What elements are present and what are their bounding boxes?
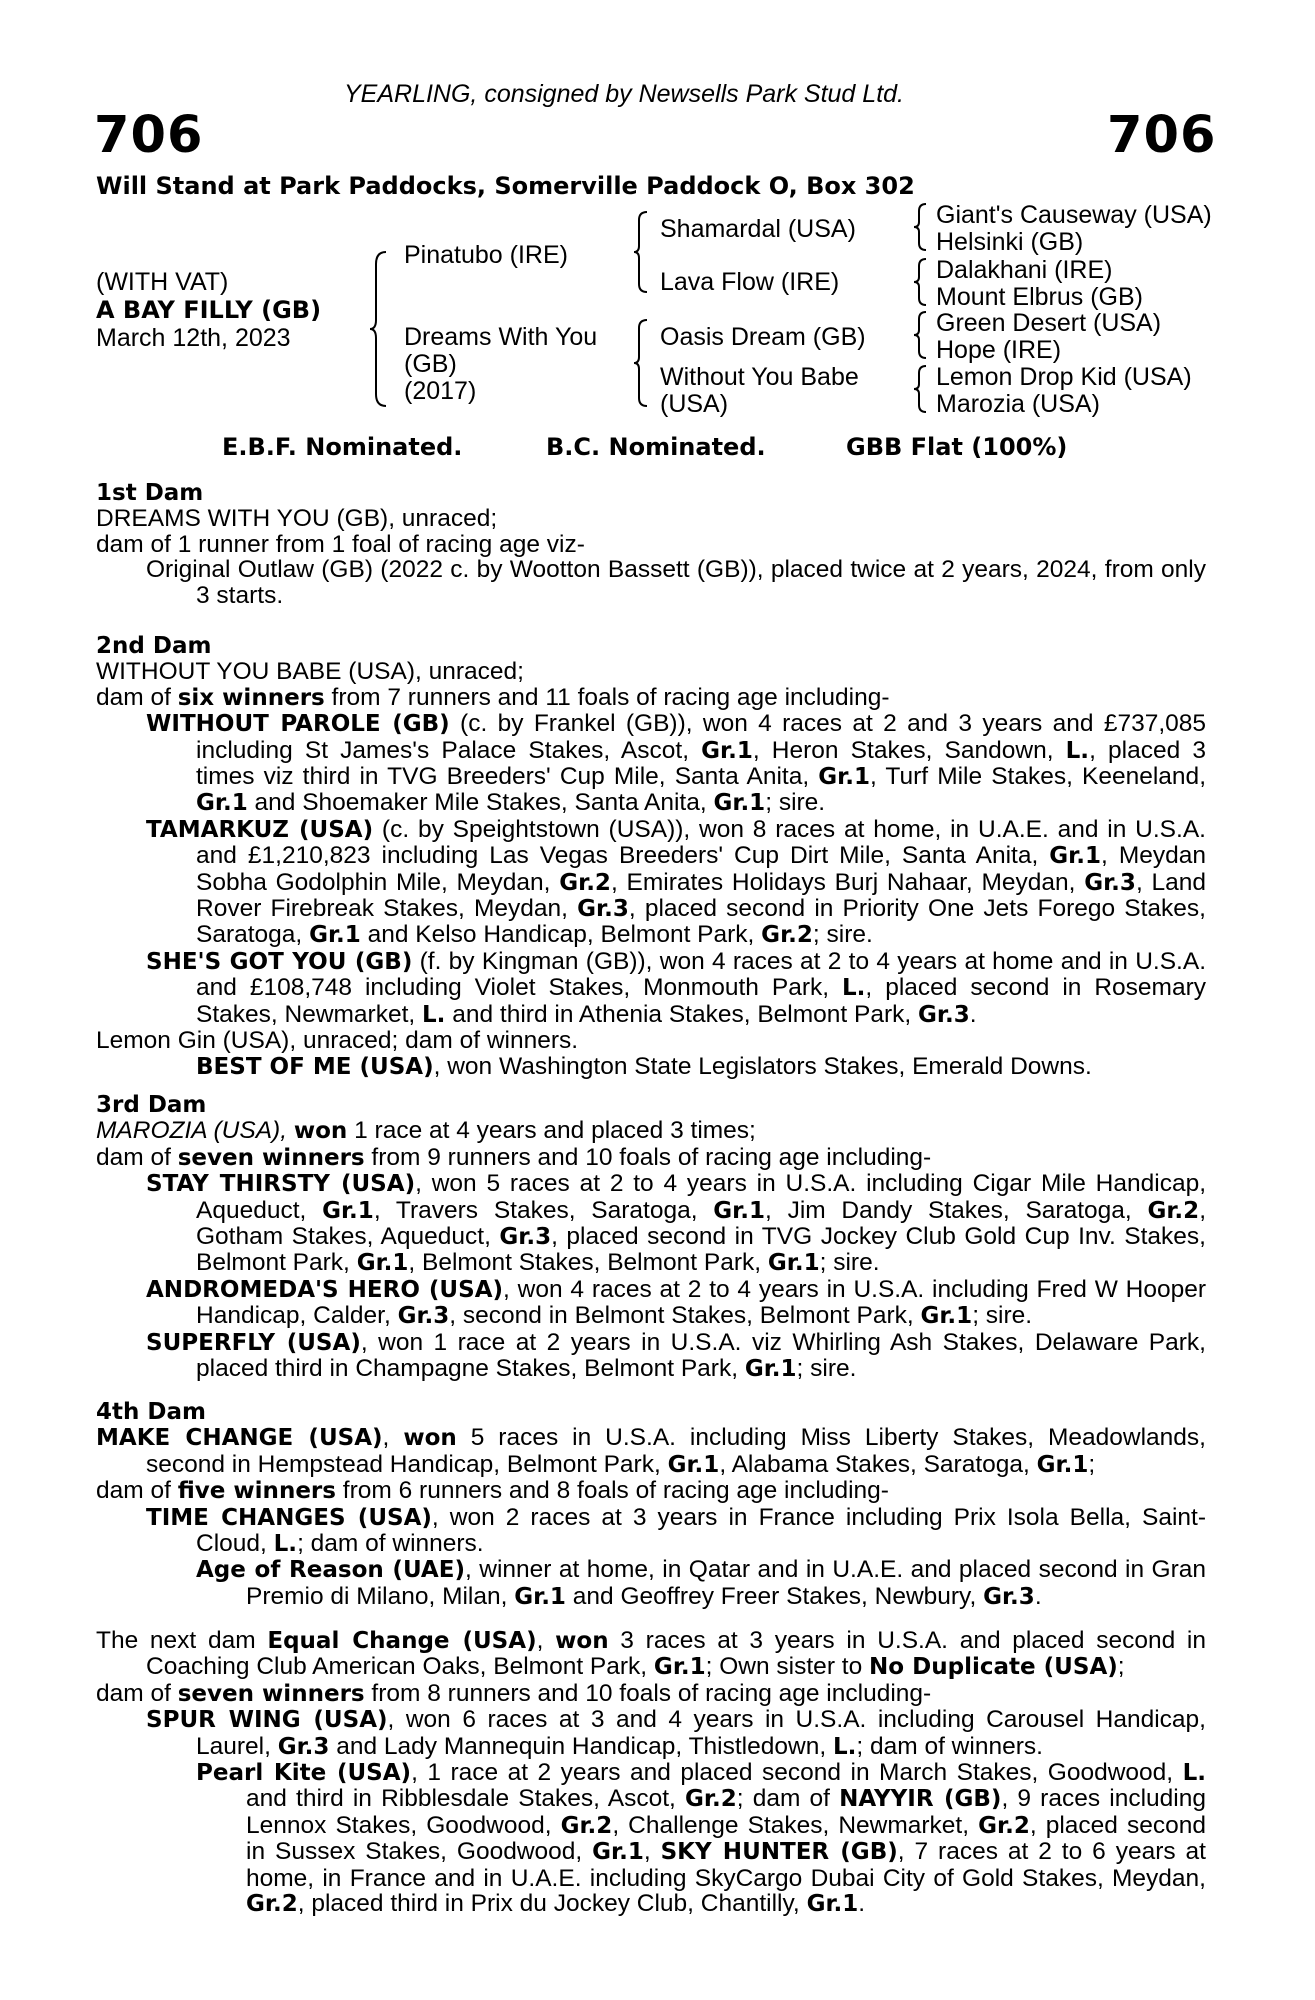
ggdam-1: Helsinki (GB) <box>936 228 1084 256</box>
produce-entry: WITHOUT PAROLE (GB) (c. by Frankel (GB)), won 4 races at 2 and 3 years and £737,085 including St James's Palace Stakes, Ascot, Gr.1, Heron Stakes, Sandown, L., placed 3 times viz third in TVG Breeders' Cup Mile, Santa Anita, Gr.1, Turf Mile Stakes, Keeneland, Gr.1 and Shoemaker Mile Stakes, Santa Anita, Gr.1; sire. <box>146 710 1207 817</box>
produce-entry: Age of Reason (UAE), winner at home, in Qatar and in U.A.E. and placed second in Gran Premio di Milano, Milan, Gr.1 and Geoffrey Freer Stakes, Newbury, Gr.3. <box>196 1556 1206 1610</box>
produce-entry: ANDROMEDA'S HERO (USA), won 4 races at 2 to 4 years in U.S.A. including Fred W Hooper Handicap, Calder, Gr.3, second in Belmont Stakes, Belmont Park, Gr.1; sire. <box>146 1275 1207 1330</box>
dam-line: DREAMS WITH YOU (GB), unraced; <box>96 505 498 533</box>
ggdam-2: Mount Elbrus (GB) <box>936 283 1144 311</box>
produce-entry: SPUR WING (USA), won 6 races at 3 and 4 years in U.S.A. including Carousel Handicap, Laurel, Gr.3 and Lady Mannequin Handicap, Thistledown, L.; dam of winners. <box>146 1706 1206 1760</box>
pedigree-brace-gg1 <box>912 202 928 252</box>
horse-name: A BAY FILLY (GB) <box>96 296 322 324</box>
ggdam-3: Hope (IRE) <box>936 336 1062 364</box>
vat-label: (WITH VAT) <box>96 268 229 296</box>
produce-entry: SHE'S GOT YOU (GB) (f. by Kingman (GB)), won 4 races at 2 to 4 years at home and in U.S.A. and £108,748 including Violet Stakes, Monmouth Park, L., placed second in Rosemary Stakes, Newmarket, L. and third in Athenia Stakes, Belmont Park, Gr.3. <box>146 947 1206 1028</box>
pedigree-brace-main <box>368 250 390 408</box>
ggdam-4: Marozia (USA) <box>936 390 1100 418</box>
second-dam-section <box>96 634 1206 1080</box>
produce-entry: STAY THIRSTY (USA), won 5 races at 2 to 4 years in U.S.A. including Cigar Mile Handicap, Aqueduct, Gr.1, Travers Stakes, Saratoga, Gr.1, Jim Dandy Stakes, Saratoga, Gr.2, Gotham Stakes, Aqueduct, Gr.3, placed second in TVG Jockey Club Gold Cup Inv. Stakes, Belmont Park, Gr.1, Belmont Stakes, Belmont Park, Gr.1; sire. <box>146 1170 1206 1277</box>
ggsire-1: Giant's Causeway (USA) <box>936 201 1212 229</box>
section-title: 2nd Dam <box>96 633 212 659</box>
pedigree-brace-gg2 <box>912 257 928 307</box>
produce-entry: Pearl Kite (USA), 1 race at 2 years and placed second in March Stakes, Goodwood, L. and third in Ribblesdale Stakes, Ascot, Gr.2; dam of NAYYIR (GB), 9 races including Lennox Stakes, Goodwood, Gr.2, Challenge Stakes, Newmarket, Gr.2, placed second in Sussex Stakes, Goodwood, Gr.1, SKY HUNTER (GB), 7 races at 2 to 6 years at home, in France and in U.A.E. including SkyCargo Dubai City of Gold Stakes, Meydan, Gr.2, placed third in Prix du Jockey Club, Chantilly, Gr.1. <box>196 1759 1206 1918</box>
lot-number-left: 706 <box>94 106 204 165</box>
first-dam-section <box>96 481 1206 608</box>
dam-line: MAROZIA (USA), won 1 race at 4 years and placed 3 times; <box>96 1117 756 1145</box>
dam-dam-line2: (USA) <box>660 390 729 418</box>
ggsire-2: Dalakhani (IRE) <box>936 256 1113 284</box>
section-title: 1st Dam <box>96 480 204 506</box>
sire-sire: Shamardal (USA) <box>660 215 856 243</box>
pedigree-brace-gg4 <box>912 364 928 414</box>
produce-summary: dam of seven winners from 9 runners and 10 foals of racing age including- <box>96 1143 932 1171</box>
next-dam-section <box>96 1628 1206 1917</box>
pedigree-brace-gg3 <box>912 310 928 360</box>
produce-summary: dam of 1 runner from 1 foal of racing age viz- <box>96 530 585 558</box>
dam-line: The next dam Equal Change (USA), won 3 races at 3 years in U.S.A. and placed second in Coaching Club American Oaks, Belmont Park, Gr.1; Own sister to No Duplicate (USA); <box>96 1627 1207 1681</box>
produce-entry: SUPERFLY (USA), won 1 race at 2 years in U.S.A. viz Whirling Ash Stakes, Delaware Park, placed third in Champagne Stakes, Belmont Park, Gr.1; sire. <box>146 1328 1206 1383</box>
ebf-nomination: E.B.F. Nominated. <box>222 433 463 461</box>
produce-entry: Original Outlaw (GB) (2022 c. by Wootton Bassett (GB)), placed twice at 2 years, 2024, from only 3 starts. <box>146 556 1206 609</box>
fourth-dam-section <box>96 1400 1206 1610</box>
ggsire-3: Green Desert (USA) <box>936 309 1162 337</box>
produce-summary: dam of five winners from 6 runners and 8 foals of racing age including- <box>96 1477 889 1505</box>
gbb-status: GBB Flat (100%) <box>846 433 1068 461</box>
dam-dam-line1: Without You Babe <box>660 363 859 391</box>
dam-line3: (2017) <box>404 377 477 405</box>
dam-line: MAKE CHANGE (USA), won 5 races in U.S.A. including Miss Liberty Stakes, Meadowlands, second in Hempstead Handicap, Belmont Park, Gr.1, Alabama Stakes, Saratoga, Gr.1; <box>96 1424 1206 1478</box>
produce-entry: BEST OF ME (USA), won Washington State Legislators Stakes, Emerald Downs. <box>196 1052 1092 1080</box>
bc-nomination: B.C. Nominated. <box>546 433 766 461</box>
pedigree-brace-dam <box>632 318 650 408</box>
stand-location: Will Stand at Park Paddocks, Somerville Paddock O, Box 302 <box>96 172 915 200</box>
ggsire-4: Lemon Drop Kid (USA) <box>936 363 1192 391</box>
consignment-line: YEARLING, consigned by Newsells Park Stud Ltd. <box>344 80 904 108</box>
section-title: 3rd Dam <box>96 1092 207 1118</box>
produce-entry: Lemon Gin (USA), unraced; dam of winners. <box>96 1027 579 1055</box>
pedigree-brace-sire <box>632 210 650 294</box>
lot-number-right: 706 <box>1107 106 1217 165</box>
produce-summary: dam of seven winners from 8 runners and 10 foals of racing age including- <box>96 1679 932 1707</box>
produce-entry: TAMARKUZ (USA) (c. by Speightstown (USA)), won 8 races at home, in U.A.E. and in U.S.A. and £1,210,823 including Las Vegas Breeders' Cup Dirt Mile, Santa Anita, Gr.1, Meydan Sobha Godolphin Mile, Meydan, Gr.2, Emirates Holidays Burj Nahaar, Meydan, Gr.3, Land Rover Firebreak Stakes, Meydan, Gr.3, placed second in Priority One Jets Forego Stakes, Saratoga, Gr.1 and Kelso Handicap, Belmont Park, Gr.2; sire. <box>146 815 1206 949</box>
produce-entry: TIME CHANGES (USA), won 2 races at 3 years in France including Prix Isola Bella, Saint-Cloud, L.; dam of winners. <box>146 1503 1206 1558</box>
dam-line2: (GB) <box>404 350 457 378</box>
foaling-date: March 12th, 2023 <box>96 324 291 352</box>
dam-sire: Oasis Dream (GB) <box>660 323 866 351</box>
dam-line: WITHOUT YOU BABE (USA), unraced; <box>96 658 524 686</box>
section-title: 4th Dam <box>96 1399 206 1425</box>
sire-dam: Lava Flow (IRE) <box>660 268 840 296</box>
third-dam-section <box>96 1093 1206 1382</box>
produce-summary: dam of six winners from 7 runners and 11 foals of racing age including- <box>96 683 890 711</box>
sire: Pinatubo (IRE) <box>404 241 568 269</box>
dam-line1: Dreams With You <box>404 323 598 351</box>
